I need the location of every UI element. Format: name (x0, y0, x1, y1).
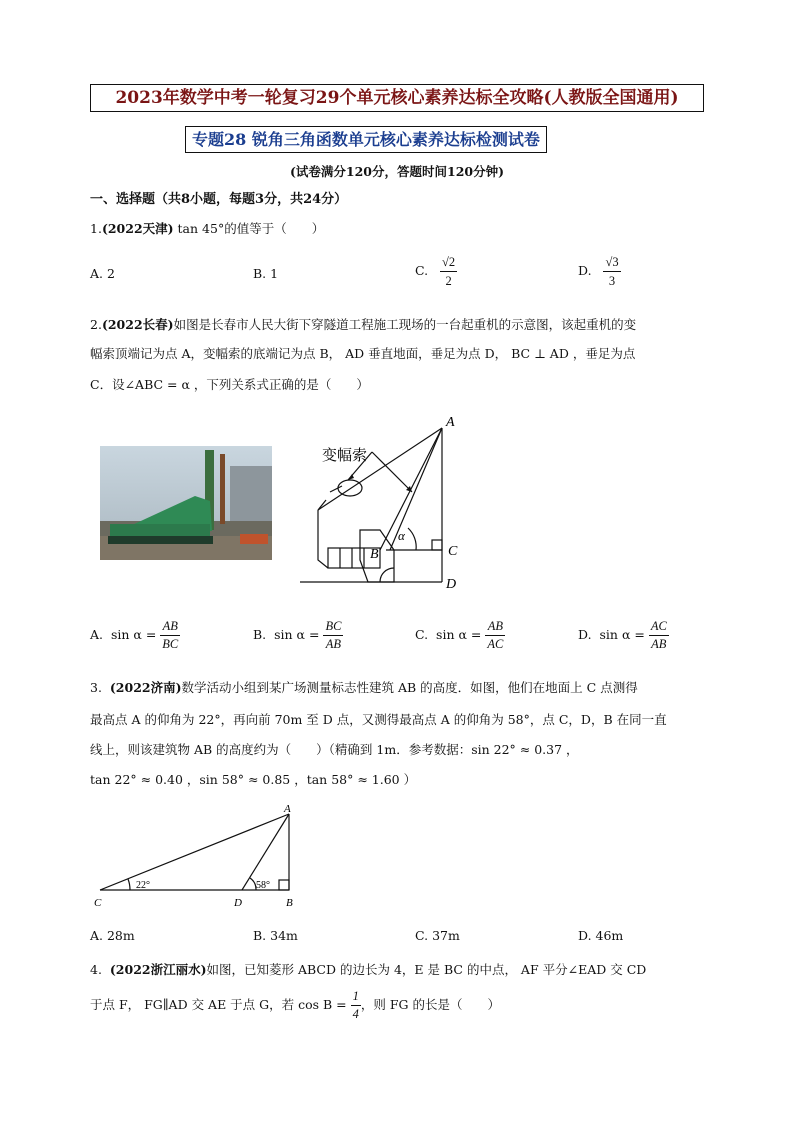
crane-photo (100, 446, 272, 560)
question-number: 4. (90, 962, 102, 977)
fraction-denominator: 3 (608, 274, 616, 288)
question-text: 数学活动小组到某广场测量标志性建筑 AB 的高度．如图，他们在地面上 C 点测得 (181, 680, 638, 695)
question-number: 1. (90, 221, 102, 236)
crane-diagram (290, 410, 480, 595)
q1-option-b[interactable]: B. 1 (253, 266, 279, 281)
point-d-label: D (234, 897, 242, 909)
document-subtitle: 专题28 锐角三角函数单元核心素养达标检测试卷 (185, 126, 547, 153)
question-text: tan 45°的值等于（ ） (173, 221, 325, 236)
point-a-label: A (284, 803, 291, 815)
q3-option-b[interactable]: B. 34m (253, 928, 298, 943)
question-number: 3. (90, 680, 102, 695)
point-b-label: B (286, 897, 293, 909)
question-3-line-3: 线上，则该建筑物 AB 的高度约为（ ）（精确到 1m．参考数据：sin 22° ≈ 0.37 ， (90, 742, 579, 757)
angle-22-label: 22° (136, 880, 150, 891)
q2-option-a[interactable] (90, 618, 180, 653)
fraction-numerator: AB (485, 618, 505, 636)
section-heading: 一、选择题（共8小题，每题3分，共24分） (90, 192, 348, 207)
q1-option-c[interactable] (415, 253, 457, 290)
question-4-line-1 (90, 960, 646, 978)
q1-option-d[interactable] (578, 253, 621, 290)
fraction-denominator: 2 (445, 274, 452, 288)
question-3-line-2: 最高点 A 的仰角为 22°，再向前 70m 至 D 点，又测得最高点 A 的仰角为 58°，点 C，D，B 在同一直 (90, 712, 667, 727)
fraction-numerator: BC (323, 618, 343, 636)
question-text: ，则 FG 的长是（ ） (360, 997, 500, 1012)
question-4-line-2 (90, 988, 500, 1023)
fraction-denominator: AC (487, 637, 504, 651)
option-label: C. (415, 263, 429, 278)
point-b-label: B (370, 547, 379, 562)
q3-option-a[interactable]: A. 28m (90, 928, 135, 943)
point-a-label: A (446, 415, 455, 430)
fraction-numerator: √3 (603, 253, 620, 272)
question-text: 于点 F， FG∥AD 交 AE 于点 G，若 cos B = (90, 997, 347, 1012)
option-lhs: sin α = (274, 627, 320, 642)
question-number: 2. (90, 317, 102, 332)
option-lhs: sin α = (110, 627, 157, 642)
fraction-denominator: BC (162, 637, 179, 651)
question-source: (2022天津) (101, 221, 174, 236)
document-title: 2023年数学中考一轮复习29个单元核心素养达标全攻略(人教版全国通用) (90, 84, 704, 112)
fraction-denominator: 4 (352, 1007, 359, 1021)
option-label: C. (415, 627, 429, 642)
option-label: A. (90, 627, 104, 642)
point-c-label: C (448, 544, 458, 559)
figure-label: 变幅索 (322, 446, 368, 464)
question-source: (2022济南) (109, 680, 182, 695)
point-d-label: D (446, 577, 457, 592)
question-source: (2022浙江丽水) (109, 962, 207, 977)
fraction-denominator: AB (325, 637, 342, 651)
question-source: (2022长春) (101, 317, 174, 332)
option-label: B. (253, 627, 267, 642)
q3-option-c[interactable]: C. 37m (415, 928, 460, 943)
option-lhs: sin α = (599, 627, 645, 642)
question-2-line-3: C．设∠ABC = α ，下列关系式正确的是（ ） (90, 377, 369, 392)
fraction-numerator: √2 (440, 253, 457, 272)
building-diagram (90, 800, 310, 912)
q1-option-a[interactable]: A. 2 (90, 266, 115, 281)
option-label: D. (578, 627, 592, 642)
question-2-line-2: 幅索顶端记为点 A，变幅索的底端记为点 B， AD 垂直地面，垂足为点 D， BC ⊥ AD ，垂足为点 (90, 346, 636, 361)
question-1 (90, 219, 324, 237)
fraction-denominator: AB (651, 637, 667, 651)
angle-alpha-label: α (398, 528, 405, 543)
point-c-label: C (94, 897, 102, 909)
angle-58-label: 58° (256, 880, 270, 891)
question-3-line-4: tan 22° ≈ 0.40 ，sin 58° ≈ 0.85 ，tan 58° ≈ 1.60 ） (90, 772, 417, 787)
fraction-numerator: AB (160, 618, 180, 636)
fraction-numerator: AC (649, 618, 669, 636)
fraction-numerator: 1 (351, 988, 361, 1006)
q2-option-d[interactable] (578, 618, 669, 653)
option-label: D. (578, 263, 592, 278)
question-3-line-1 (90, 678, 638, 696)
q2-option-c[interactable] (415, 618, 505, 653)
question-text: 如图，已知菱形 ABCD 的边长为 4，E 是 BC 的中点， AF 平分∠EAD 交 CD (206, 962, 647, 977)
option-lhs: sin α = (436, 627, 482, 642)
exam-note: (试卷满分120分，答题时间120分钟) (289, 164, 504, 179)
q2-option-b[interactable] (253, 618, 343, 653)
q3-option-d[interactable]: D. 46m (578, 928, 624, 943)
question-2-line-1 (90, 315, 636, 333)
question-text: 如图是长春市人民大街下穿隧道工程施工现场的一台起重机的示意图，该起重机的变 (173, 317, 637, 332)
